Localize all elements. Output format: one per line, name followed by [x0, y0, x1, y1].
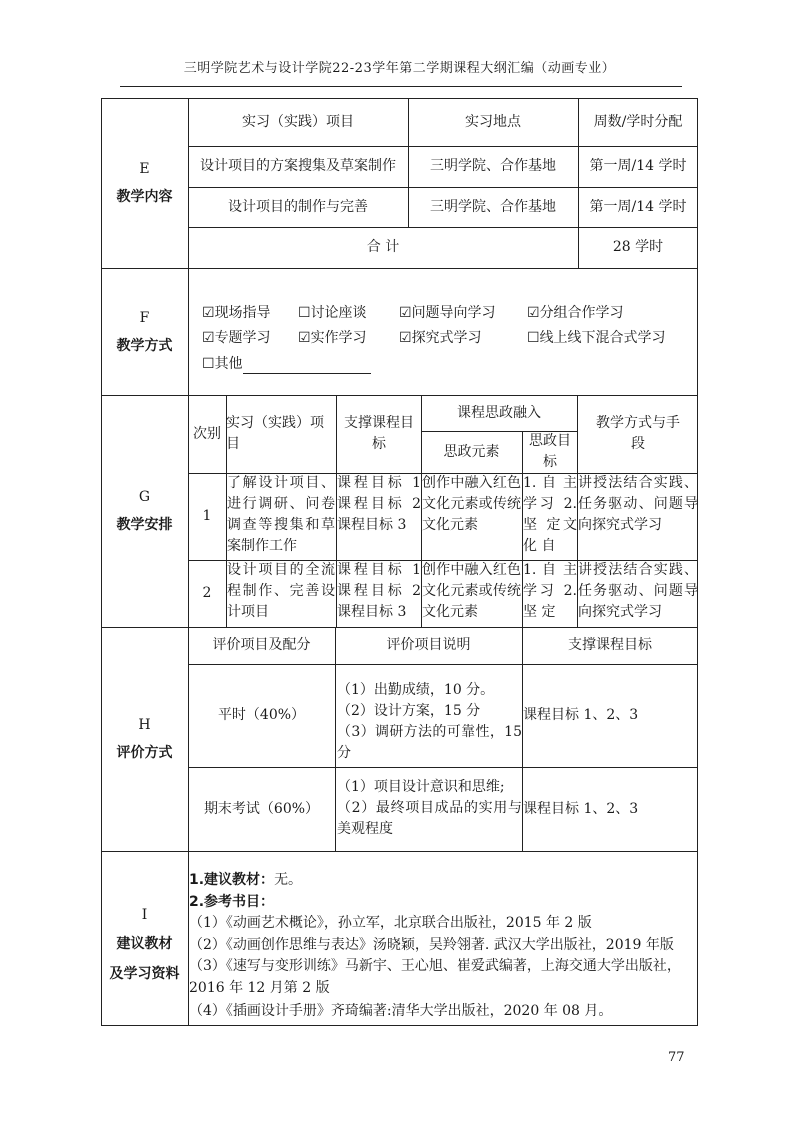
section-title: 建议教材	[116, 935, 173, 952]
table-cell	[523, 473, 577, 560]
table-cell: 课程目标 1、2、3	[523, 800, 639, 817]
teaching-method-option[interactable]	[298, 328, 367, 348]
teaching-method-option[interactable]	[527, 328, 666, 348]
table-header-cell: 次别	[193, 425, 221, 442]
textbook-value: 无。	[274, 872, 303, 888]
section-title: 教学安排	[116, 517, 173, 533]
option-label: 实作学习	[310, 330, 367, 346]
table-cell	[337, 560, 421, 627]
table-cell	[578, 560, 698, 627]
table-cell: 设计项目的方案搜集及草案制作	[200, 158, 396, 174]
table-header-cell: 评价项目及配分	[212, 637, 311, 653]
list-item: （4）《插画设计手册》齐琦编著:清华大学出版社，2020 年 08 月。	[189, 1003, 613, 1019]
cell-text: 课程目标 1 课程目标 2 课程目标 3	[337, 475, 421, 533]
page-number: 77	[668, 1050, 685, 1065]
list-item: （3）《速写与变形训练》马新宇、王心旭、崔爱武编著，上海交通大学出版社，2016 年 12 月第 2 版	[189, 958, 681, 996]
checkbox-icon: ☐	[527, 330, 540, 346]
option-label: 专题学习	[214, 330, 271, 346]
checkbox-icon: ☐	[298, 305, 311, 321]
table-header-cell: 思政元素	[443, 443, 500, 460]
divider-e-f	[101, 268, 698, 269]
cell-text: 1. 自 主学习 2. 坚 定文 化 自	[523, 475, 577, 554]
cell-text: （1）项目设计意识和思维;	[337, 779, 505, 795]
textbook-heading: 1.建议教材：	[189, 872, 275, 888]
section-letter: I	[141, 906, 148, 923]
section-i-label	[101, 851, 188, 1026]
option-label: 其他	[214, 356, 243, 372]
section-letter: H	[138, 717, 151, 733]
table-header-cell: 实习（实践）项目	[226, 415, 324, 452]
header-text: 教学方式与手段	[596, 415, 680, 452]
list-item: （2）《动画创作思维与表达》汤晓颖，吴羚翎著. 武汉大学出版社，2019 年版	[189, 936, 674, 953]
cell-text: 讲授法结合实践、任务驱动、问题导向探究式学习	[578, 562, 698, 620]
option-label: 探究式学习	[411, 330, 482, 346]
table-cell	[337, 664, 522, 767]
checkbox-icon: ☑	[202, 305, 215, 321]
checkbox-icon: ☑	[399, 330, 412, 346]
teaching-method-option[interactable]	[527, 303, 624, 323]
table-cell: 课程目标 1、2、3	[523, 707, 639, 723]
option-label: 分组合作学习	[539, 305, 624, 321]
cell-text: 讲授法结合实践、任务驱动、问题导向探究式学习	[578, 475, 698, 533]
table-cell	[578, 473, 698, 560]
table-cell: 期末考试（60%）	[203, 800, 320, 817]
header-rule	[120, 86, 682, 87]
table-cell: 平时（40%）	[217, 707, 306, 723]
table-cell: 设计项目的制作与完善	[228, 198, 368, 215]
option-label: 问题导向学习	[411, 305, 496, 321]
option-label: 线上线下混合式学习	[539, 330, 666, 346]
cell-text: （2）设计方案，15 分	[337, 703, 481, 719]
cell-text: 课程目标 1 课程目标 2 课程目标 3	[337, 562, 421, 620]
cell-text: 设计项目的全流程制作、完善设计项目	[227, 562, 335, 620]
divider-h-i	[101, 851, 698, 852]
cell-text: 1. 自 主学习 2. 坚 定	[523, 562, 577, 620]
table-header-cell: 实习（实践）项目	[242, 113, 354, 130]
table-cell	[422, 473, 521, 560]
cell-text: （1）出勤成绩，10 分。	[337, 682, 495, 698]
document-header: 三明学院艺术与设计学院22-23学年第二学期课程大纲汇编（动画专业）	[183, 61, 616, 76]
checkbox-icon: ☐	[202, 356, 215, 372]
cell-text: 创作中融入红色文化元素或传统文化元素	[422, 475, 521, 533]
teaching-method-option[interactable]	[399, 328, 482, 348]
checkbox-icon: ☑	[527, 305, 540, 321]
cell-text: （3）调研方法的可靠性，15 分	[337, 724, 522, 761]
table-header-cell	[596, 395, 680, 473]
section-letter: F	[139, 309, 150, 326]
header-text: 思政目标	[529, 433, 571, 470]
table-cell: 第一周/14 学时	[589, 198, 687, 215]
reading-list	[189, 870, 696, 1023]
table-cell	[227, 473, 335, 560]
table-cell: 2	[202, 585, 212, 601]
total-value: 28 学时	[612, 239, 664, 255]
teaching-method-option[interactable]	[202, 354, 371, 374]
table-header-cell: 实习地点	[465, 113, 521, 130]
header-text: 支撑课程目标	[344, 415, 414, 452]
section-title: 及学习资料	[109, 965, 180, 982]
table-cell	[422, 560, 521, 627]
total-label: 合 计	[366, 239, 400, 255]
checkbox-icon: ☑	[298, 330, 311, 346]
section-title: 评价方式	[116, 745, 173, 761]
section-letter: E	[139, 161, 150, 177]
section-title: 教学方式	[116, 337, 173, 354]
cell-text: （2）最终项目成品的实用与美观程度	[337, 800, 522, 837]
refs-heading: 2.参考书目：	[189, 893, 275, 910]
table-header-cell	[524, 431, 576, 473]
table-cell	[227, 560, 335, 627]
table-cell: 三明学院、合作基地	[430, 198, 556, 215]
option-label: 讨论座谈	[310, 305, 367, 321]
section-letter: G	[138, 489, 151, 505]
textbook-line	[189, 870, 696, 892]
table-cell	[523, 560, 577, 627]
teaching-method-option[interactable]	[202, 303, 271, 323]
list-item: （1）《动画艺术概论》，孙立军，北京联合出版社，2015 年 2 版	[189, 915, 592, 931]
table-cell	[337, 473, 421, 560]
other-blank-line[interactable]	[243, 358, 371, 374]
table-cell: 三明学院、合作基地	[430, 158, 556, 174]
table-cell: 1	[202, 508, 212, 524]
table-header-cell: 课程思政融入	[457, 404, 541, 421]
table-header-cell: 支撑课程目标	[568, 637, 652, 653]
teaching-method-option[interactable]	[202, 328, 271, 348]
option-label: 现场指导	[214, 305, 271, 321]
checkbox-icon: ☑	[399, 305, 412, 321]
section-h-label	[101, 627, 188, 851]
table-header-cell: 周数/学时分配	[593, 113, 683, 130]
section-e-label	[101, 98, 188, 268]
table-header-cell	[344, 395, 414, 473]
cell-text: 了解设计项目、进行调研、问卷调查等搜集和草案制作工作	[227, 475, 335, 554]
checkbox-icon: ☑	[202, 330, 215, 346]
section-f-label	[101, 268, 188, 395]
table-header-cell: 评价项目说明	[386, 637, 471, 653]
table-cell	[337, 767, 522, 851]
teaching-method-option[interactable]	[399, 303, 496, 323]
teaching-method-option[interactable]	[298, 303, 367, 323]
section-title: 教学内容	[116, 189, 173, 205]
section-g-label	[101, 395, 188, 627]
cell-text: 创作中融入红色文化元素或传统文化元素	[422, 562, 521, 620]
table-cell: 第一周/14 学时	[589, 158, 687, 174]
